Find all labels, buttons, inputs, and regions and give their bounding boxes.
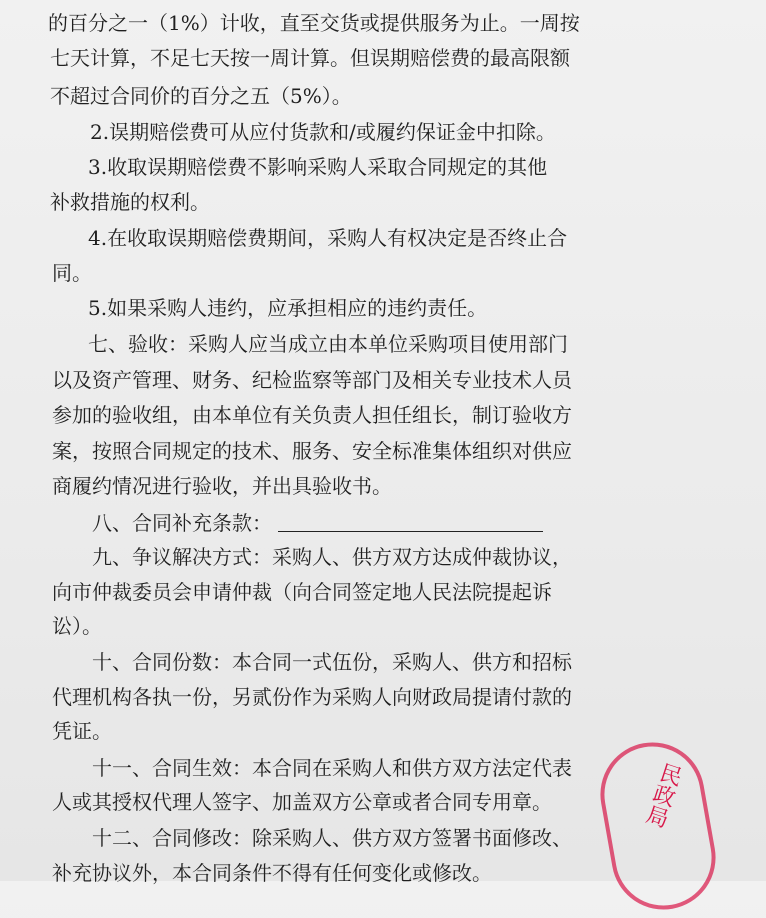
text-line-25: 补充协议外，本合同条件不得有任何变化或修改。 <box>52 861 492 885</box>
supplementary-terms-label: 八、合同补充条款： <box>92 511 272 535</box>
text-line-15 <box>92 509 766 535</box>
text-line-8: 同。 <box>52 261 92 285</box>
text-line-7: 4.在收取误期赔偿费期间，采购人有权决定是否终止合 <box>88 226 568 250</box>
text-line-23: 人或其授权代理人签字、加盖双方公章或者合同专用章。 <box>52 790 552 814</box>
blank-line <box>278 509 543 532</box>
text-line-11: 以及资产管理、财务、纪检监察等部门及相关专业技术人员 <box>52 368 572 392</box>
text-line-19: 十、合同份数：本合同一式伍份，采购人、供方和招标 <box>92 650 572 674</box>
text-line-6: 补救措施的权利。 <box>50 190 210 214</box>
text-line-12: 参加的验收组，由本单位有关负责人担任组长，制订验收方 <box>52 403 572 427</box>
text-line-9: 5.如果采购人违约，应承担相应的违约责任。 <box>88 296 488 320</box>
text-line-13: 案，按照合同规定的技术、服务、安全标准集体组织对供应 <box>52 439 572 463</box>
text-line-24: 十二、合同修改：除采购人、供方双方签署书面修改、 <box>92 826 572 850</box>
text-line-20: 代理机构各执一份，另贰份作为采购人向财政局提请付款的 <box>52 685 572 709</box>
text-line-18: 讼）。 <box>52 614 102 638</box>
text-line-5: 3.收取误期赔偿费不影响采购人采取合同规定的其他 <box>88 155 548 179</box>
text-line-17: 向市仲裁委员会申请仲裁（向合同签定地人民法院提起诉 <box>52 580 552 604</box>
text-line-3: 不超过合同价的百分之五（5%）。 <box>50 84 352 108</box>
seal-text: 民政局 <box>640 759 685 830</box>
text-line-4: 2.误期赔偿费可从应付货款和/或履约保证金中扣除。 <box>90 120 556 144</box>
text-line-2: 七天计算，不足七天按一周计算。但误期赔偿费的最高限额 <box>50 46 570 70</box>
text-line-16: 九、争议解决方式：采购人、供方双方达成仲裁协议， <box>92 545 572 569</box>
text-line-14: 商履约情况进行验收，并出具验收书。 <box>52 474 392 498</box>
text-line-22: 十一、合同生效：本合同在采购人和供方双方法定代表 <box>92 756 572 780</box>
text-line-21: 凭证。 <box>52 719 112 743</box>
text-line-1: 的百分之一（1%）计收，直至交货或提供服务为止。一周按 <box>48 11 580 35</box>
text-line-10: 七、验收：采购人应当成立由本单位采购项目使用部门 <box>88 332 568 356</box>
